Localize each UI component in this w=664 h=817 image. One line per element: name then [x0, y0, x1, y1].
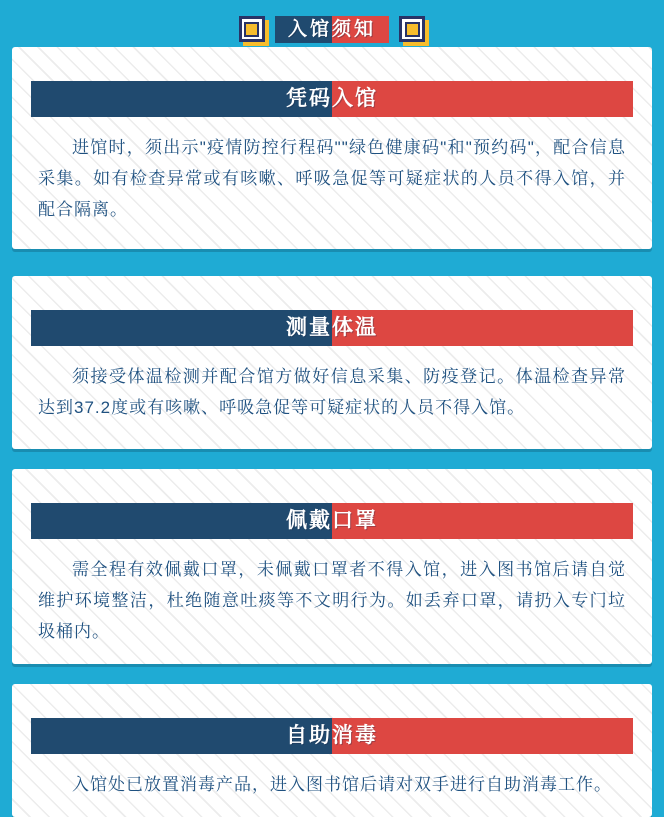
- card-heading: 自助消毒: [31, 718, 633, 754]
- card-heading: 测量体温: [31, 310, 633, 346]
- page-header: [0, 0, 664, 47]
- card-heading: 佩戴口罩: [31, 503, 633, 539]
- card-heading: 凭码入馆: [31, 81, 633, 117]
- square-badge-icon: [239, 16, 265, 42]
- square-badge-icon: [399, 16, 425, 42]
- card-body-text: 需全程有效佩戴口罩，未佩戴口罩者不得入馆，进入图书馆后请自觉维护环境整洁，杜绝随意吐痰等不文明行为。如丢弃口罩，请扔入专门垃圾桶内。: [38, 560, 626, 641]
- notice-card-self-disinfect: [12, 684, 652, 817]
- square-badge-inner-icon: [405, 22, 420, 37]
- card-body-text: 须接受体温检测并配合馆方做好信息采集、防疫登记。体温检查异常达到37.2度或有咳嗽、呼吸急促等可疑症状的人员不得入馆。: [38, 367, 626, 417]
- notice-card-wear-mask: [12, 469, 652, 664]
- card-body-text: 入馆处已放置消毒产品，进入图书馆后请对双手进行自助消毒工作。: [72, 775, 612, 794]
- card-body-text: 进馆时，须出示"疫情防控行程码""绿色健康码"和"预约码"，配合信息采集。如有检查异常或有咳嗽、呼吸急促等可疑症状的人员不得入馆，并配合隔离。: [38, 138, 626, 219]
- notice-card-enter-with-code: [12, 47, 652, 249]
- notice-card-temperature-check: [12, 276, 652, 449]
- page-title: 入馆须知: [275, 16, 389, 43]
- square-badge-inner-icon: [244, 22, 259, 37]
